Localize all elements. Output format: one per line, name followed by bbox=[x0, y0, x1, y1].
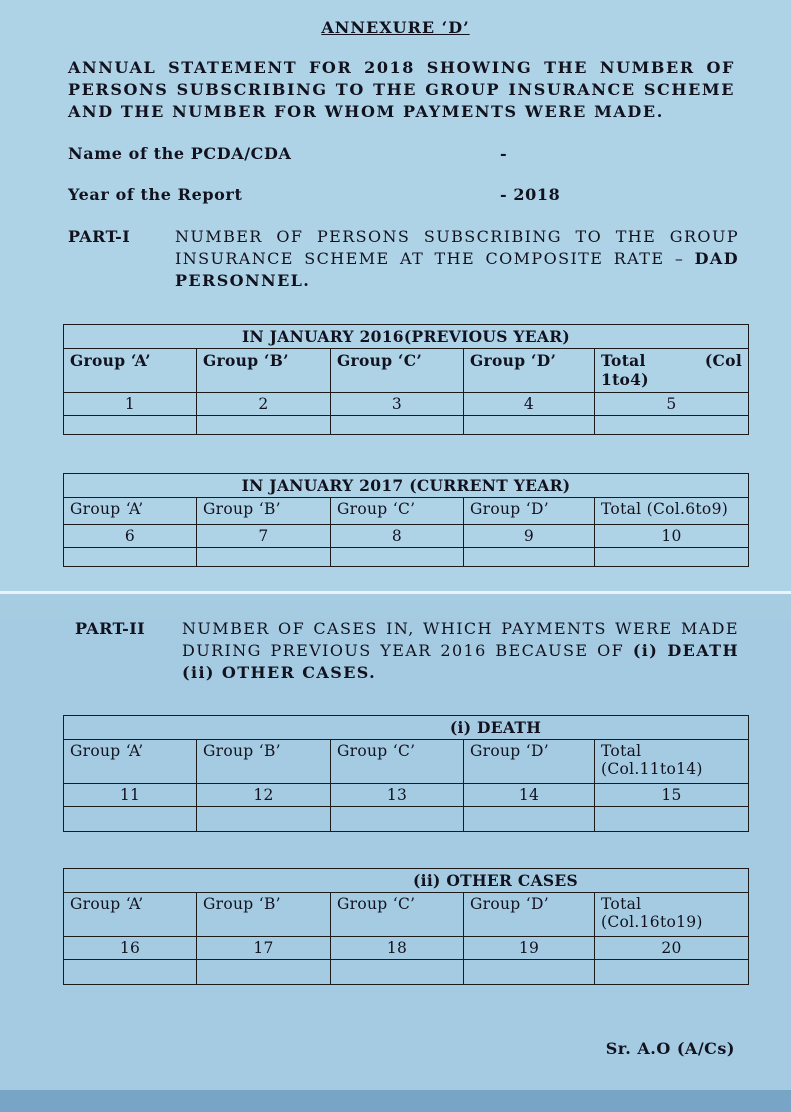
part2-label: PART-II bbox=[75, 619, 145, 638]
empty-cell bbox=[64, 547, 197, 566]
table-header-row bbox=[64, 740, 749, 784]
table-death bbox=[63, 715, 749, 832]
table-cell: 6 bbox=[64, 524, 197, 547]
table-january-2017 bbox=[63, 473, 749, 567]
column-header: Group ‘C’ bbox=[331, 893, 464, 937]
table-cell: 3 bbox=[331, 392, 464, 415]
table-caption: IN JANUARY 2016(PREVIOUS YEAR) bbox=[64, 324, 749, 348]
column-header: Group ‘A’ bbox=[64, 497, 197, 524]
empty-cell bbox=[197, 960, 331, 985]
table-cell: 13 bbox=[331, 784, 464, 807]
scan-footer-strip bbox=[0, 1090, 791, 1112]
page-title-text: ANNEXURE ‘D’ bbox=[321, 18, 470, 37]
table-row bbox=[64, 937, 749, 960]
table-cell: 9 bbox=[464, 524, 595, 547]
column-header: Group ‘D’ bbox=[464, 348, 595, 392]
field-value: - bbox=[500, 144, 508, 164]
table-cell: 8 bbox=[331, 524, 464, 547]
field-value: - 2018 bbox=[500, 185, 561, 205]
empty-cell bbox=[464, 415, 595, 434]
table-cell: 17 bbox=[197, 937, 331, 960]
table-row bbox=[64, 524, 749, 547]
field-label: Name of the PCDA/CDA bbox=[68, 144, 292, 164]
table-cell: 2 bbox=[197, 392, 331, 415]
table-header-row bbox=[64, 893, 749, 937]
table-row bbox=[64, 807, 749, 832]
part2-text bbox=[182, 618, 739, 683]
column-header: Group ‘B’ bbox=[197, 893, 331, 937]
empty-cell bbox=[64, 415, 197, 434]
table-cell: 1 bbox=[64, 392, 197, 415]
column-header: Group ‘A’ bbox=[64, 740, 197, 784]
intro-paragraph: ANNUAL STATEMENT FOR 2018 SHOWING THE NUMBER OF PERSONS SUBSCRIBING TO THE GROUP INSURANCE SCHEME AND THE NUMBER FOR WHOM PAYMENTS WERE MADE. bbox=[68, 58, 735, 121]
empty-cell bbox=[595, 415, 749, 434]
column-header: Group ‘B’ bbox=[197, 348, 331, 392]
table-cell: 15 bbox=[595, 784, 749, 807]
page-title bbox=[0, 0, 791, 37]
column-header: Group ‘D’ bbox=[464, 740, 595, 784]
part1-label: PART-I bbox=[68, 227, 131, 247]
column-header: Group ‘C’ bbox=[331, 497, 464, 524]
empty-cell bbox=[464, 960, 595, 985]
column-header: Total (Col.16to19) bbox=[595, 893, 749, 937]
table-cell: 18 bbox=[331, 937, 464, 960]
column-header: Total (Col 1to4) bbox=[595, 348, 749, 392]
part1-text-bold: DAD PERSONNEL. bbox=[175, 249, 739, 290]
table-row bbox=[64, 392, 749, 415]
table-cell: 7 bbox=[197, 524, 331, 547]
table-row bbox=[64, 415, 749, 434]
column-header: Group ‘C’ bbox=[331, 348, 464, 392]
table-other-cases bbox=[63, 868, 749, 985]
column-header: Group ‘C’ bbox=[331, 740, 464, 784]
table-cell: 12 bbox=[197, 784, 331, 807]
table-row bbox=[64, 960, 749, 985]
empty-cell bbox=[197, 547, 331, 566]
empty-cell bbox=[595, 807, 749, 832]
part1-text bbox=[175, 226, 739, 291]
table-caption: (ii) OTHER CASES bbox=[64, 869, 749, 893]
table-cell: 4 bbox=[464, 392, 595, 415]
empty-cell bbox=[331, 807, 464, 832]
empty-cell bbox=[331, 547, 464, 566]
column-header: Total (Col.11to14) bbox=[595, 740, 749, 784]
empty-cell bbox=[464, 547, 595, 566]
column-header: Group ‘A’ bbox=[64, 348, 197, 392]
table-caption: IN JANUARY 2017 (CURRENT YEAR) bbox=[64, 473, 749, 497]
table-cell: 20 bbox=[595, 937, 749, 960]
table-cell: 19 bbox=[464, 937, 595, 960]
table-caption-row bbox=[64, 473, 749, 497]
part1-block bbox=[68, 226, 739, 291]
column-header: Group ‘A’ bbox=[64, 893, 197, 937]
empty-cell bbox=[331, 960, 464, 985]
field-year-of-report bbox=[68, 185, 735, 204]
part2-text-bold: (i) DEATH (ii) OTHER CASES. bbox=[182, 640, 739, 682]
empty-cell bbox=[197, 807, 331, 832]
table-caption-row bbox=[64, 869, 749, 893]
column-header: Group ‘B’ bbox=[197, 740, 331, 784]
table-caption: (i) DEATH bbox=[64, 716, 749, 740]
table-caption-row bbox=[64, 324, 749, 348]
empty-cell bbox=[331, 415, 464, 434]
table-cell: 11 bbox=[64, 784, 197, 807]
part2-text-normal: NUMBER OF CASES IN, WHICH PAYMENTS WERE MADE DURING PREVIOUS YEAR 2016 BECAUSE OF bbox=[182, 619, 739, 660]
field-label: Year of the Report bbox=[68, 185, 243, 205]
column-header: Group ‘D’ bbox=[464, 893, 595, 937]
empty-cell bbox=[197, 415, 331, 434]
empty-cell bbox=[64, 807, 197, 832]
part2-block bbox=[75, 618, 739, 683]
signature: Sr. A.O (A/Cs) bbox=[605, 1039, 735, 1059]
table-row bbox=[64, 547, 749, 566]
part1-text-normal: NUMBER OF PERSONS SUBSCRIBING TO THE GROUP INSURANCE SCHEME AT THE COMPOSITE RATE – bbox=[175, 227, 739, 268]
column-header: Group ‘B’ bbox=[197, 497, 331, 524]
table-row bbox=[64, 784, 749, 807]
column-header: Total (Col.6to9) bbox=[595, 497, 749, 524]
table-header-row bbox=[64, 348, 749, 392]
page-section-bottom bbox=[0, 618, 791, 1112]
empty-cell bbox=[595, 547, 749, 566]
empty-cell bbox=[595, 960, 749, 985]
table-january-2016 bbox=[63, 324, 749, 435]
table-cell: 14 bbox=[464, 784, 595, 807]
field-pcda-cda bbox=[68, 144, 735, 163]
empty-cell bbox=[64, 960, 197, 985]
table-cell: 10 bbox=[595, 524, 749, 547]
table-cell: 16 bbox=[64, 937, 197, 960]
empty-cell bbox=[464, 807, 595, 832]
column-header: Group ‘D’ bbox=[464, 497, 595, 524]
table-caption-row bbox=[64, 716, 749, 740]
table-header-row bbox=[64, 497, 749, 524]
table-cell: 5 bbox=[595, 392, 749, 415]
